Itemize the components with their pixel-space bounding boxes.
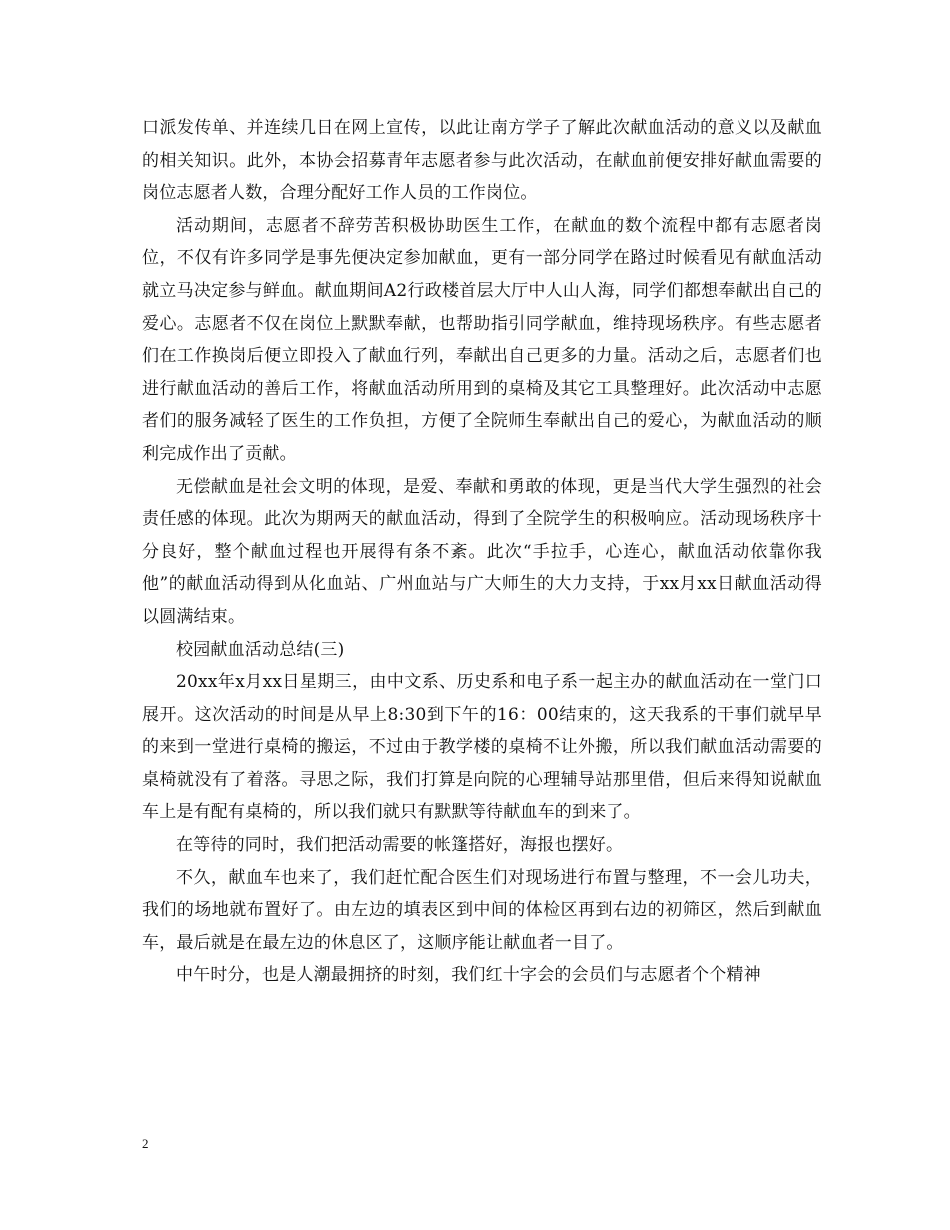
page-number: 2 [142, 1136, 149, 1151]
paragraph: 无偿献血是社会文明的体现，是爱、奉献和勇敢的体现，更是当代大学生强烈的社会责任感的体现。此次为期两天的献血活动，得到了全院学生的积极响应。活动现场秩序十分良好，整个献血过程也开展得有条不紊。此次“手拉手，心连心，献血活动依靠你我他”的献血活动得到从化血站、广州血站与广大师生的大力支持，于xx月xx日献血活动得以圆满结束。 [142, 476, 822, 627]
paragraph: 中午时分，也是人潮最拥挤的时刻，我们红十字会的会员们与志愿者个个精神 [176, 965, 761, 986]
paragraph: 在等待的同时，我们把活动需要的帐篷搭好，海报也摆好。 [176, 835, 624, 856]
paragraph: 不久，献血车也来了，我们赶忙配合医生们对现场进行布置与整理，不一会儿功夫，我们的场地就布置好了。由左边的填表区到中间的体检区再到右边的初筛区，然后到献血车，最后就是在最左边的休息区了，这顺序能让献血者一目了。 [142, 867, 822, 953]
paragraph: 20xx年x月xx日星期三，由中文系、历史系和电子系一起主办的献血活动在一堂门口展开。这次活动的时间是从早上8:30到下午的16：00结束的，这天我系的干事们就早早的来到一堂进行桌椅的搬运，不过由于教学楼的桌椅不让外搬，所以我们献血活动需要的桌椅就没有了着落。寻思之际，我们打算是向院的心理辅导站那里借，但后来得知说献血车上是有配有桌椅的，所以我们就只有默默等待献血车的到来了。 [142, 672, 822, 823]
paragraph: 口派发传单、并连续几日在网上宣传，以此让南方学子了解此次献血活动的意义以及献血的相关知识。此外，本协会招募青年志愿者参与此次活动，在献血前便安排好献血需要的岗位志愿者人数，合理分配好工作人员的工作岗位。 [142, 118, 822, 204]
paragraph: 活动期间，志愿者不辞劳苦积极协助医生工作，在献血的数个流程中都有志愿者岗位，不仅有许多同学是事先便决定参加献血，更有一部分同学在路过时候看见有献血活动就立马决定参与鲜血。献血期间A2行政楼首层大厅中人山人海，同学们都想奉献出自己的爱心。志愿者不仅在岗位上默默奉献，也帮助指引同学献血，维持现场秩序。有些志愿者们在工作换岗后便立即投入了献血行列，奉献出自己更多的力量。活动之后，志愿者们也进行献血活动的善后工作，将献血活动所用到的桌椅及其它工具整理好。此次活动中志愿者们的服务减轻了医生的工作负担，方便了全院师生奉献出自己的爱心，为献血活动的顺利完成作出了贡献。 [142, 215, 822, 464]
section-heading: 校园献血活动总结(三) [176, 639, 345, 660]
document-body [142, 112, 822, 992]
